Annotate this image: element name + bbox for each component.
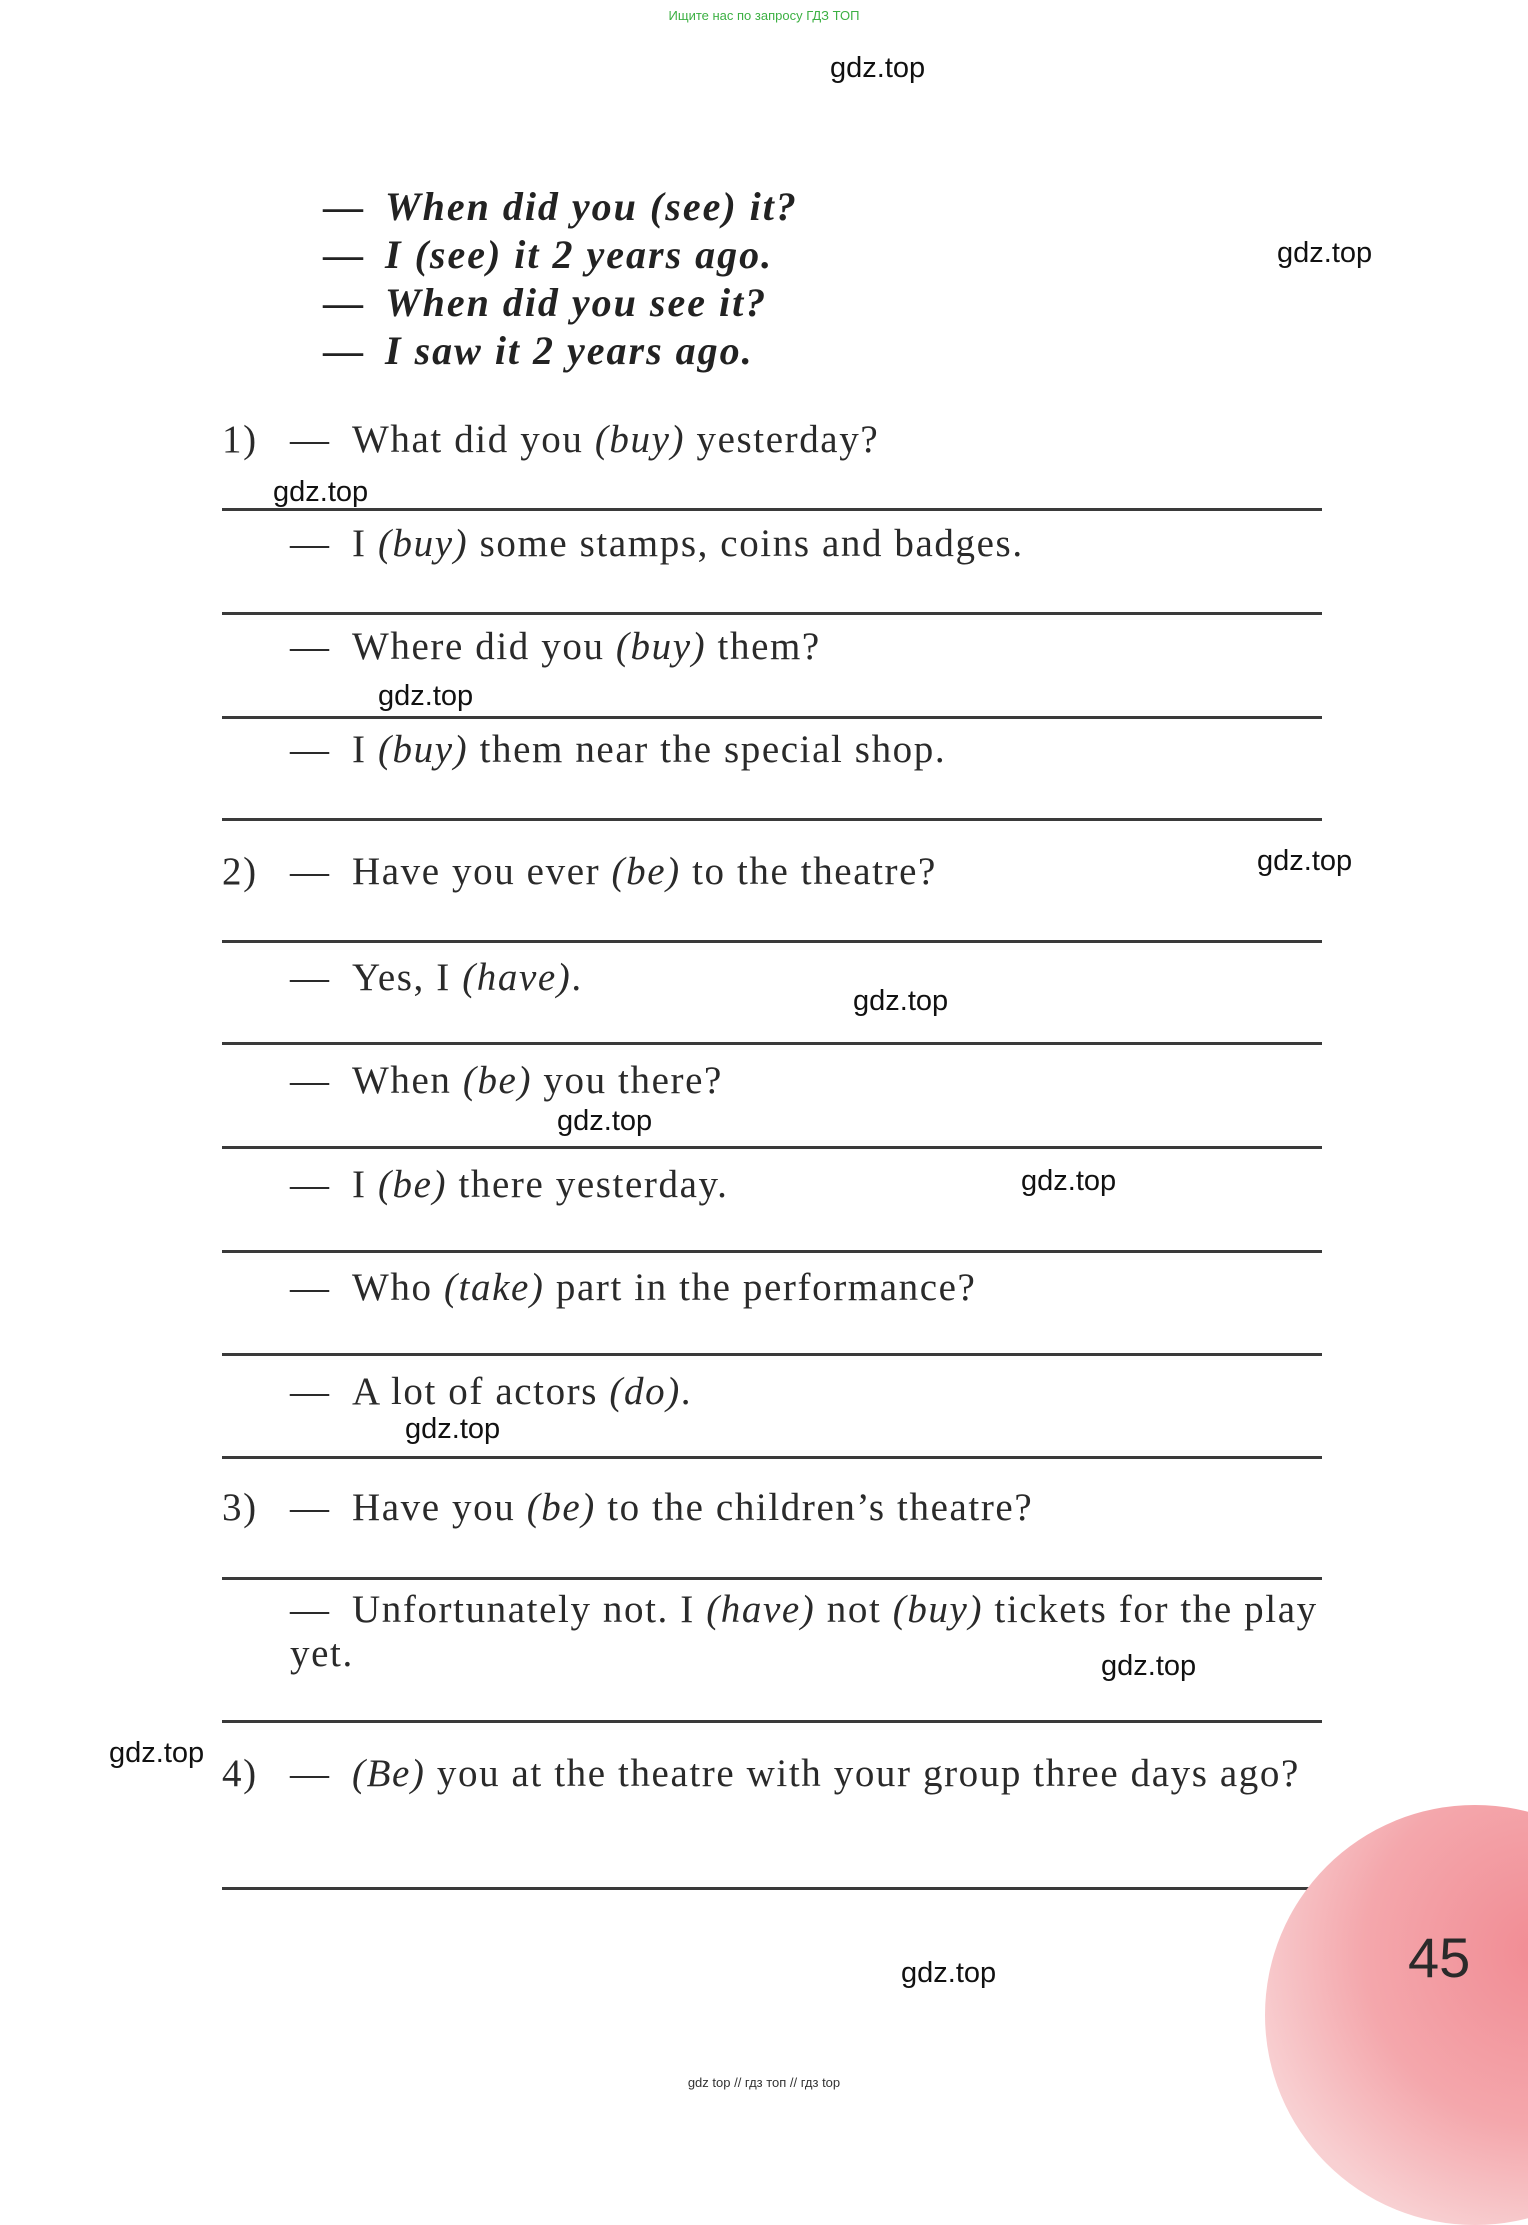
dash: — (290, 1752, 331, 1795)
watermark: gdz.top (1101, 1650, 1197, 1682)
dash: — (290, 850, 331, 893)
page-number: 45 (1408, 1926, 1471, 1989)
answer-line[interactable] (222, 1353, 1322, 1356)
text: yesterday? (685, 418, 880, 461)
watermark: gdz.top (1277, 237, 1373, 269)
verb-hint: (take) (443, 1266, 545, 1309)
dash: — (290, 728, 331, 771)
text: them? (706, 625, 821, 668)
example-line-1 (323, 183, 798, 230)
ex1-line-d (290, 727, 946, 772)
dash: — (290, 956, 331, 999)
dash: — (290, 522, 331, 565)
text: . (680, 1370, 693, 1413)
text: there yesterday. (447, 1163, 729, 1206)
example-line-2 (323, 231, 773, 278)
ex2-line-e (290, 1265, 976, 1310)
verb-hint: (be) (462, 1059, 533, 1102)
ex2-line-c (290, 1058, 723, 1103)
text: . (571, 956, 583, 999)
ex2-line-f (290, 1369, 692, 1414)
dash: — (323, 232, 365, 277)
ex4-question (222, 1750, 1327, 1798)
dash: — (290, 1163, 331, 1206)
watermark: gdz.top (405, 1413, 501, 1445)
dash: — (290, 1266, 331, 1309)
answer-line[interactable] (222, 1456, 1322, 1459)
text: Unfortunately not. I (352, 1588, 707, 1631)
text: to the children’s theatre? (595, 1486, 1034, 1529)
ex3-question (222, 1485, 1033, 1530)
text: Have you ever (352, 850, 612, 893)
corner-decoration (1265, 1805, 1528, 2225)
example-text: When did you see it? (385, 280, 768, 325)
watermark: gdz.top (1257, 845, 1353, 877)
example-line-3 (323, 279, 767, 326)
verb-hint: (Be) (352, 1752, 426, 1795)
item-number: 4) (222, 1752, 258, 1795)
answer-line[interactable] (222, 1720, 1322, 1723)
item-number: 3) (222, 1486, 258, 1529)
dash: — (290, 1588, 331, 1631)
item-number: 2) (222, 850, 258, 893)
verb-hint: (buy) (377, 728, 469, 771)
verb-hint: (buy) (377, 522, 469, 565)
text: tickets for the play yet. (290, 1588, 1318, 1675)
answer-line[interactable] (222, 940, 1322, 943)
dash: — (323, 328, 365, 373)
verb-hint: (buy) (615, 625, 707, 668)
verb-hint: (be) (526, 1486, 596, 1529)
ex1-question (222, 417, 879, 462)
text: you at the theatre with your group three days ago? (425, 1752, 1300, 1795)
answer-line[interactable] (222, 818, 1322, 821)
dash: — (290, 1486, 331, 1529)
answer-line[interactable] (222, 1887, 1322, 1890)
text: What did you (352, 418, 595, 461)
watermark: gdz.top (557, 1105, 653, 1137)
bottom-note: gdz top // гдз топ // гдз top (687, 2075, 841, 2090)
example-text: When did you (see) it? (385, 184, 798, 229)
dash: — (323, 184, 365, 229)
watermark: gdz.top (273, 476, 369, 508)
ex2-question (222, 849, 937, 894)
verb-hint: (be) (611, 850, 681, 893)
watermark: gdz.top (901, 1957, 997, 1989)
verb-hint: (buy) (892, 1588, 984, 1631)
answer-line[interactable] (222, 1577, 1322, 1580)
example-text: I saw it 2 years ago. (385, 328, 754, 373)
verb-hint: (be) (377, 1163, 448, 1206)
answer-line[interactable] (222, 716, 1322, 719)
answer-line[interactable] (222, 612, 1322, 615)
text: I (352, 728, 378, 771)
text: Where did you (352, 625, 616, 668)
text: A lot of actors (352, 1370, 610, 1413)
text: Who (352, 1266, 444, 1309)
text: to the theatre? (680, 850, 937, 893)
example-line-4 (323, 327, 754, 374)
verb-hint: (do) (609, 1370, 681, 1413)
ex1-line-c (290, 624, 821, 669)
top-note: Ищите нас по запросу ГДЗ ТОП (668, 8, 860, 23)
text: I (352, 522, 378, 565)
verb-hint: (have) (462, 956, 572, 999)
text: When (352, 1059, 463, 1102)
answer-line[interactable] (222, 1146, 1322, 1149)
answer-line[interactable] (222, 508, 1322, 511)
dash: — (323, 280, 365, 325)
text: them near the special shop. (468, 728, 947, 771)
watermark: gdz.top (378, 680, 474, 712)
dash: — (290, 625, 331, 668)
ex1-line-b (290, 521, 1024, 566)
text: I (352, 1163, 378, 1206)
example-text: I (see) it 2 years ago. (385, 232, 774, 277)
watermark: gdz.top (1021, 1165, 1117, 1197)
verb-hint: (buy) (594, 418, 686, 461)
text: not (815, 1588, 893, 1631)
item-number: 1) (222, 418, 258, 461)
text: some stamps, coins and badges. (468, 522, 1024, 565)
ex3-line-b (290, 1588, 1325, 1676)
verb-hint: (have) (706, 1588, 816, 1631)
dash: — (290, 1370, 331, 1413)
text: Yes, I (352, 956, 463, 999)
ex2-line-d (290, 1162, 728, 1207)
ex2-line-b (290, 955, 583, 1000)
watermark: gdz.top (109, 1737, 205, 1769)
text: part in the performance? (544, 1266, 977, 1309)
text: you there? (532, 1059, 723, 1102)
watermark: gdz.top (853, 985, 949, 1017)
text: Have you (352, 1486, 527, 1529)
dash: — (290, 1059, 331, 1102)
dash: — (290, 418, 331, 461)
answer-line[interactable] (222, 1250, 1322, 1253)
answer-line[interactable] (222, 1042, 1322, 1045)
watermark: gdz.top (830, 52, 926, 84)
